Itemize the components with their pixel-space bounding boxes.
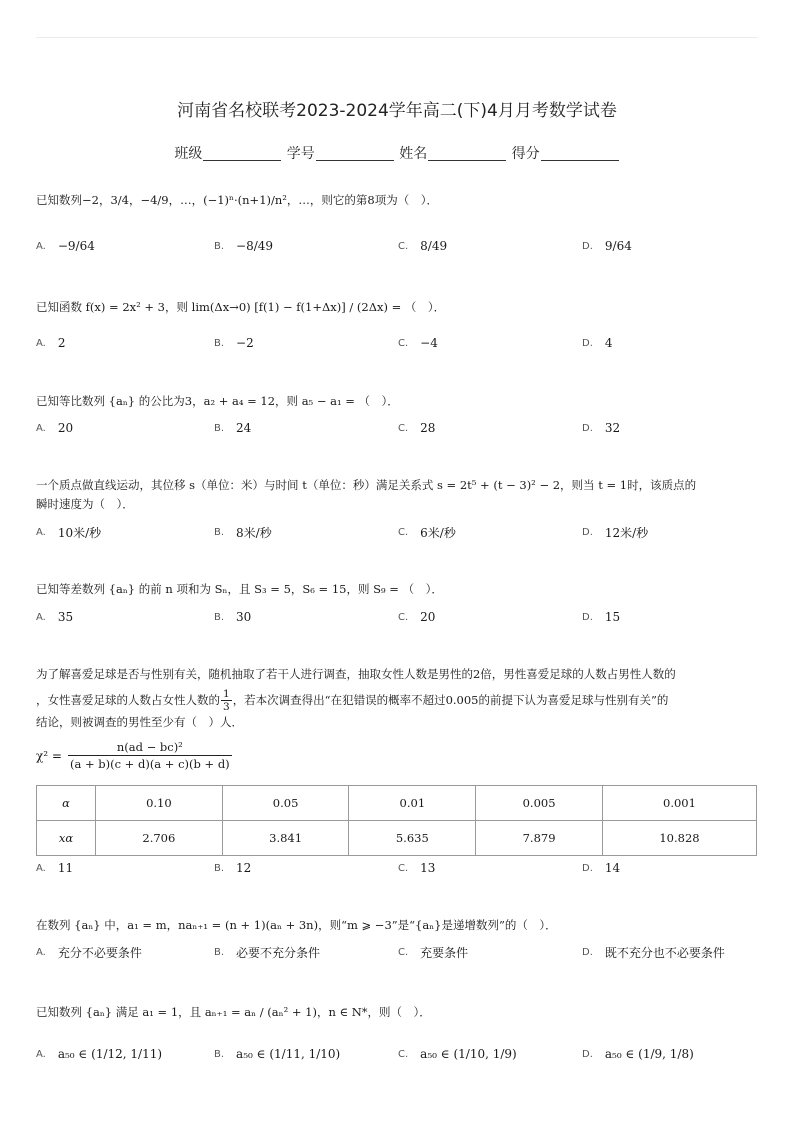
question-2-stem: 已知函数 f(x) = 2x² + 3，则 lim(Δx→0) [f(1) − f(1+Δx)] / (2Δx) = （ ）． — [36, 300, 446, 314]
option-letter: A. — [36, 611, 46, 623]
option-text: 24 — [236, 421, 252, 435]
option-text: 8米/秒 — [236, 525, 272, 540]
q3-option-a[interactable] — [36, 415, 73, 441]
q4-option-a[interactable] — [36, 519, 101, 545]
q2-option-a[interactable] — [36, 330, 65, 356]
option-letter: D. — [582, 1048, 593, 1060]
option-letter: C. — [398, 337, 409, 349]
question-4-stem-line-2: 瞬时速度为（ ）． — [36, 497, 134, 511]
q7-option-c[interactable] — [398, 939, 468, 965]
q8-option-b[interactable] — [214, 1041, 340, 1067]
option-text: 28 — [420, 421, 436, 435]
page-title: 河南省名校联考2023-2024学年高二(下)4月月考数学试卷 — [177, 101, 617, 121]
q5-option-c[interactable] — [398, 604, 435, 630]
q1-option-a[interactable] — [36, 233, 95, 259]
option-letter: D. — [582, 862, 593, 874]
alpha-header: α — [37, 786, 96, 821]
option-letter: A. — [36, 526, 46, 538]
x-alpha-header: xα — [37, 821, 96, 856]
q8-option-c[interactable] — [398, 1041, 517, 1067]
q3-option-b[interactable] — [214, 415, 251, 441]
option-letter: D. — [582, 422, 593, 434]
id-label: 学号 — [286, 146, 315, 162]
option-letter: D. — [582, 946, 593, 958]
option-text: 充分不必要条件 — [57, 945, 142, 960]
q3-option-d[interactable] — [582, 415, 620, 441]
formula-lhs: χ² = — [36, 748, 62, 763]
option-text: 10米/秒 — [57, 525, 102, 540]
option-text: 20 — [57, 421, 74, 435]
chi-square-formula — [36, 739, 233, 772]
q6-option-a[interactable] — [36, 855, 73, 881]
q6-line2-part-b: ，若本次调查得出“在犯错误的概率不超过0.005的前提下认为喜爱足球与性别有关”的 — [232, 693, 669, 707]
option-letter: A. — [36, 422, 46, 434]
option-text: 30 — [236, 610, 252, 624]
option-letter: C. — [398, 422, 409, 434]
option-text: 15 — [604, 610, 621, 624]
question-2-options — [36, 330, 760, 356]
question-8-options — [36, 1041, 760, 1067]
option-letter: C. — [398, 611, 409, 623]
q6-option-c[interactable] — [398, 855, 435, 881]
table-cell: 0.005 — [476, 786, 603, 821]
table-row-x — [37, 821, 757, 856]
q1-option-d[interactable] — [582, 233, 632, 259]
q8-option-d[interactable] — [582, 1041, 694, 1067]
option-text: 既不充分也不必要条件 — [604, 945, 725, 960]
id-blank[interactable] — [316, 146, 394, 161]
question-5-options — [36, 604, 760, 630]
option-letter: B. — [214, 337, 225, 349]
table-cell: 0.001 — [602, 786, 756, 821]
option-letter: A. — [36, 1048, 46, 1060]
name-label: 姓名 — [399, 146, 428, 162]
class-blank[interactable] — [203, 146, 281, 161]
formula-denominator: (a + b)(c + d)(a + c)(b + d) — [69, 757, 230, 771]
option-text: −9/64 — [57, 239, 95, 253]
question-7-stem: 在数列 {aₙ} 中，a₁ = m，naₙ₊₁ = (n + 1)(aₙ + 3n)，则“m ⩾ −3”是“{aₙ}是递增数列”的（ ）． — [36, 918, 557, 932]
option-letter: B. — [214, 240, 225, 252]
option-letter: C. — [398, 240, 409, 252]
option-letter: D. — [582, 526, 593, 538]
option-letter: C. — [398, 946, 409, 958]
q7-option-d[interactable] — [582, 939, 725, 965]
option-letter: B. — [214, 526, 225, 538]
option-text: −8/49 — [236, 239, 274, 253]
q5-option-a[interactable] — [36, 604, 73, 630]
option-letter: C. — [398, 862, 409, 874]
option-text: 6米/秒 — [420, 525, 456, 540]
table-cell: 5.635 — [349, 821, 476, 856]
option-letter: B. — [214, 611, 225, 623]
table-cell: 10.828 — [602, 821, 756, 856]
option-text: a₅₀ ∈ (1/12, 1/11) — [57, 1047, 163, 1061]
question-5-stem: 已知等差数列 {aₙ} 的前 n 项和为 Sₙ，且 S₃ = 5，S₆ = 15，则 S₉ = （ ）． — [36, 582, 443, 596]
question-1-options — [36, 233, 760, 259]
header-divider — [36, 37, 758, 38]
q5-option-b[interactable] — [214, 604, 251, 630]
option-text: 12 — [236, 861, 252, 875]
option-letter: D. — [582, 611, 593, 623]
class-label: 班级 — [174, 146, 203, 162]
question-4-options — [36, 519, 760, 545]
option-letter: A. — [36, 240, 46, 252]
option-text: −4 — [420, 336, 438, 350]
option-text: 12米/秒 — [604, 525, 649, 540]
question-6-stem-line-3: 结论，则被调查的男性至少有（ ）人． — [36, 715, 243, 729]
q8-option-a[interactable] — [36, 1041, 162, 1067]
option-text: 必要不充分条件 — [236, 945, 321, 960]
option-text: a₅₀ ∈ (1/11, 1/10) — [236, 1047, 341, 1061]
question-1-stem: 已知数列−2，3/4，−4/9，…，(−1)ⁿ·(n+1)/n²，…，则它的第8项为（ ）． — [36, 193, 438, 207]
q2-option-b[interactable] — [214, 330, 254, 356]
table-cell: 0.05 — [222, 786, 349, 821]
option-letter: A. — [36, 862, 46, 874]
question-4-stem-line-1: 一个质点做直线运动，其位移 s（单位：米）与时间 t（单位：秒）满足关系式 s = 2t⁵ + (t − 3)² − 2，则当 t = 1时，该质点的 — [36, 478, 697, 492]
critical-value-table — [36, 785, 757, 856]
option-text: 14 — [604, 861, 621, 875]
question-6-stem-line-2 — [36, 688, 758, 713]
q1-option-c[interactable] — [398, 233, 447, 259]
option-letter: B. — [214, 946, 225, 958]
q6-option-b[interactable] — [214, 855, 251, 881]
score-label: 得分 — [511, 146, 540, 162]
option-text: 2 — [57, 336, 66, 350]
formula-numerator: n(ad − bc)² — [116, 740, 183, 754]
q4-option-c[interactable] — [398, 519, 456, 545]
student-info-row — [0, 143, 794, 163]
option-letter: B. — [214, 862, 225, 874]
table-cell: 0.01 — [349, 786, 476, 821]
name-blank[interactable] — [428, 146, 506, 161]
q4-option-b[interactable] — [214, 519, 272, 545]
option-letter: B. — [214, 422, 225, 434]
q6-option-d[interactable] — [582, 855, 620, 881]
option-text: 32 — [604, 421, 621, 435]
option-text: 9/64 — [604, 239, 632, 253]
option-letter: A. — [36, 946, 46, 958]
option-text: 35 — [57, 610, 74, 624]
option-letter: B. — [214, 1048, 225, 1060]
table-cell: 3.841 — [222, 821, 349, 856]
option-text: 8/49 — [420, 239, 448, 253]
option-text: 充要条件 — [420, 945, 469, 960]
question-6-options — [36, 855, 760, 881]
q1-option-b[interactable] — [214, 233, 273, 259]
question-3-options — [36, 415, 760, 441]
table-cell: 0.10 — [96, 786, 223, 821]
option-letter: C. — [398, 526, 409, 538]
q4-option-d[interactable] — [582, 519, 648, 545]
option-text: 11 — [57, 861, 74, 875]
q3-option-c[interactable] — [398, 415, 435, 441]
question-7-options — [36, 939, 760, 965]
q7-option-a[interactable] — [36, 939, 142, 965]
score-blank[interactable] — [541, 146, 619, 161]
q7-option-b[interactable] — [214, 939, 320, 965]
q6-line2-part-a: ，女性喜爱足球的人数占女性人数的 — [36, 693, 220, 707]
table-row-alpha — [37, 786, 757, 821]
option-text: 4 — [604, 336, 613, 350]
option-text: 20 — [420, 610, 436, 624]
option-letter: C. — [398, 1048, 409, 1060]
option-text: a₅₀ ∈ (1/10, 1/9) — [420, 1047, 517, 1061]
q2-option-d[interactable] — [582, 330, 613, 356]
formula-fraction — [68, 739, 232, 772]
question-6-stem-line-1: 为了解喜爱足球是否与性别有关，随机抽取了若干人进行调查，抽取女性人数是男性的2倍，男性喜爱足球的人数占男性人数的 — [36, 667, 676, 681]
option-letter: D. — [582, 240, 593, 252]
option-letter: D. — [582, 337, 593, 349]
q5-option-d[interactable] — [582, 604, 620, 630]
table-cell: 2.706 — [96, 821, 223, 856]
option-text: a₅₀ ∈ (1/9, 1/8) — [604, 1047, 694, 1061]
question-8-stem: 已知数列 {aₙ} 满足 a₁ = 1，且 aₙ₊₁ = aₙ / (aₙ² + 1)，n ∈ N*，则（ ）． — [36, 1005, 431, 1019]
fraction-one-third: $\frac{1}{3}$ — [223, 688, 230, 713]
table-cell: 7.879 — [476, 821, 603, 856]
option-text: −2 — [236, 336, 254, 350]
option-letter: A. — [36, 337, 46, 349]
question-3-stem: 已知等比数列 {aₙ} 的公比为3，a₂ + a₄ = 12，则 a₅ − a₁ = （ ）． — [36, 394, 399, 408]
q2-option-c[interactable] — [398, 330, 438, 356]
option-text: 13 — [420, 861, 436, 875]
